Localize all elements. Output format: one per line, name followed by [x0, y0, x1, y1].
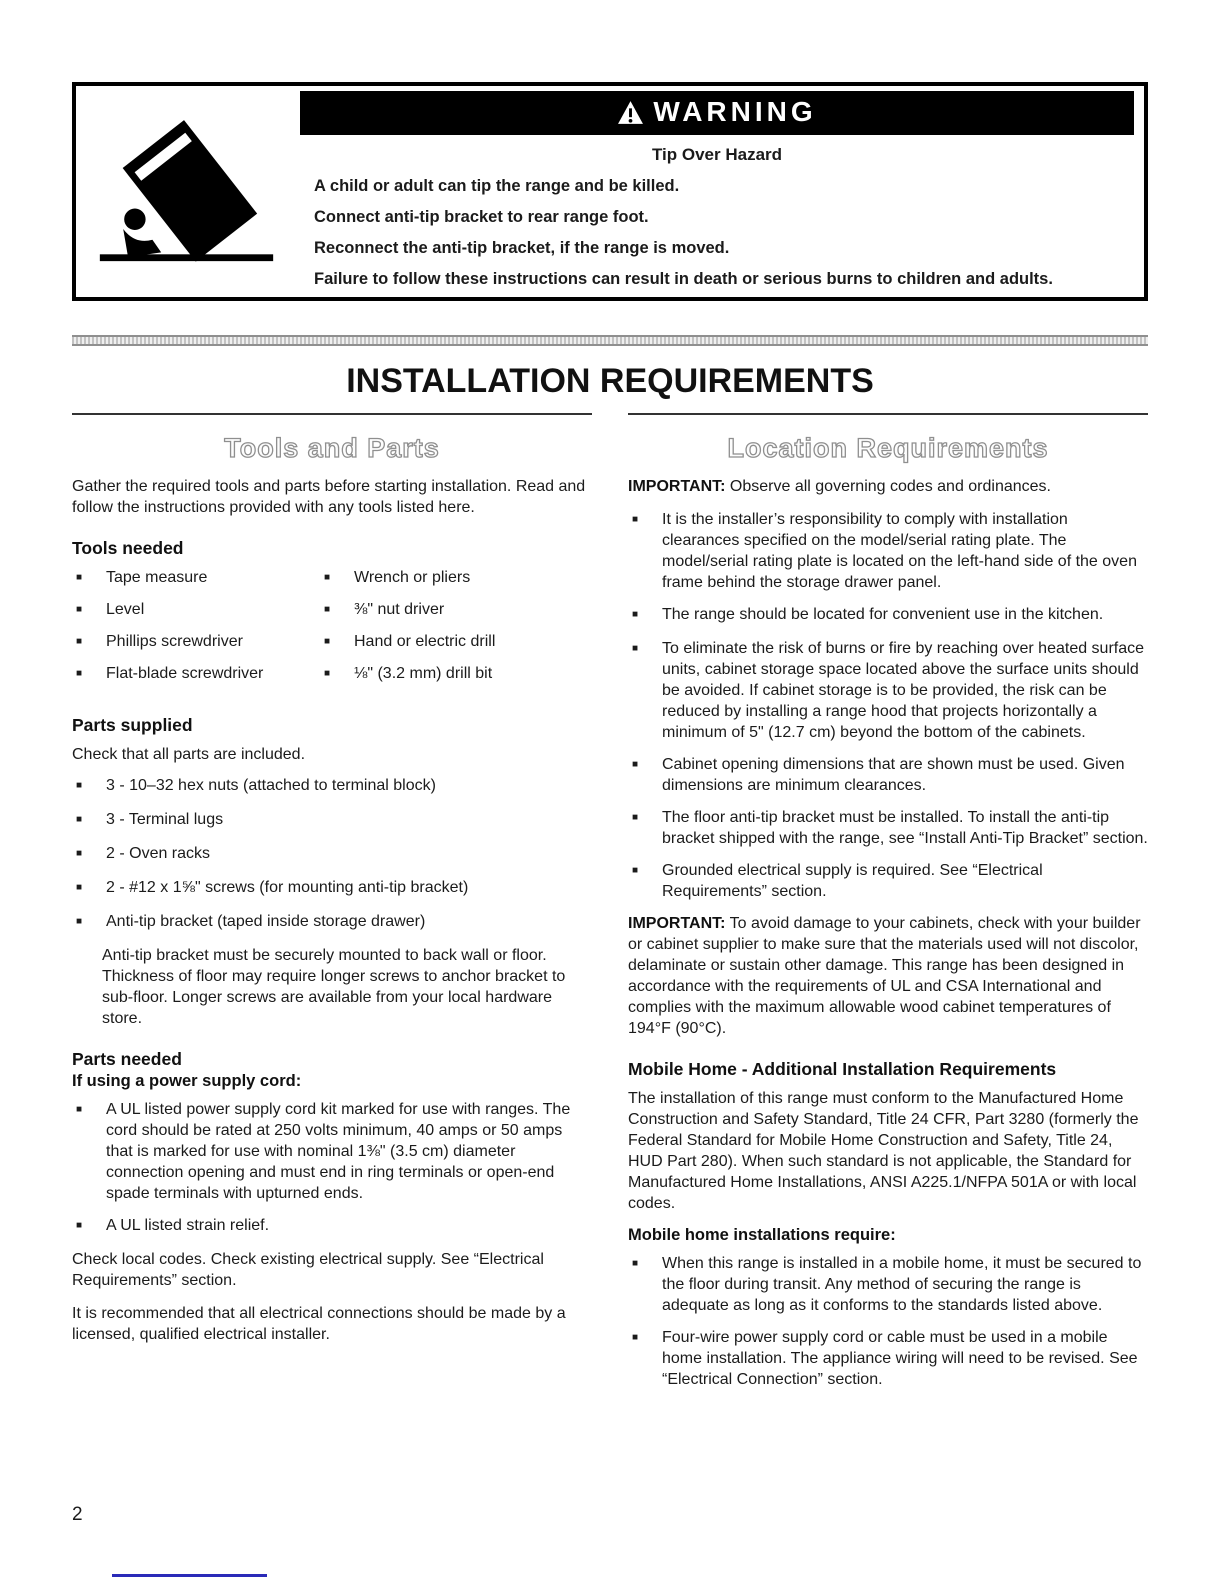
right-column-rule — [628, 413, 1148, 415]
square-bullet-icon — [72, 809, 106, 832]
parts-needed-heading: Parts needed — [72, 1049, 182, 1069]
section-title-tools-and-parts: Tools and Parts — [224, 433, 440, 463]
warning-line: A child or adult can tip the range and be killed. — [314, 177, 680, 195]
section-divider — [72, 335, 1148, 346]
list-item: ■ Four-wire power supply cord or cable must be used in a mobile home installation. The appliance wiring will need to be revised. See “Electrical Connection” section. — [628, 1327, 1148, 1390]
installer-recommendation: It is recommended that all electrical connections should be made by a licensed, qualified electrical installer. — [72, 1305, 566, 1343]
mobile-home-text: The installation of this range must conform to the Manufactured Home Construction and Safety Standard, Title 24 CFR, Part 3280 (formerly the Federal Standard for Mobile Home Construction and Safety, Title 24, HUD Part 280). When such standard is not applicable, the Standard for Manufactured Home Installations, ANSI A225.1/NFPA 501A or with local codes. — [628, 1090, 1139, 1212]
list-item: ■ Grounded electrical supply is required. See “Electrical Requirements” section. — [628, 860, 1148, 902]
list-item: ■ A UL listed power supply cord kit marked for use with ranges. The cord should be rated at 250 volts minimum, 40 amps or 50 amps that is marked for use with nominal 1⅜" (3.5 cm) diameter connection opening and must end in ring terminals or open-end spade terminals with upturned ends. — [72, 1099, 592, 1204]
list-item: ■ The range should be located for convenient use in the kitchen. — [628, 604, 1148, 627]
square-bullet-icon — [628, 807, 662, 849]
warning-banner — [300, 91, 1134, 135]
square-bullet-icon — [628, 638, 662, 743]
list-item: ■ 2 - #12 x 1⅝" screws (for mounting anti-tip bracket) — [72, 877, 592, 900]
list-item: ■ When this range is installed in a mobile home, it must be secured to the floor during transit. Any method of securing the range is adequate as long as it conforms to the standards listed above. — [628, 1253, 1148, 1316]
list-item: ■ To eliminate the risk of burns or fire by reaching over heated surface units, cabinet storage space located above the surface units should be avoided. If cabinet storage is to be provided, the risk can be reduced by installing a range hood that projects horizontally a minimum of 5" (12.7 cm) beyond the bottom of the cabinets. — [628, 638, 1148, 743]
warning-banner-label: WARNING — [653, 96, 817, 127]
square-bullet-icon — [72, 599, 106, 622]
column-rules — [72, 413, 1148, 415]
square-bullet-icon — [628, 604, 662, 627]
square-bullet-icon — [320, 631, 354, 654]
square-bullet-icon — [628, 1327, 662, 1390]
tools-and-parts-column — [72, 417, 592, 1401]
warning-box — [72, 82, 1148, 301]
hazard-title: Tip Over Hazard — [651, 145, 783, 164]
important-note-1 — [628, 476, 1148, 497]
square-bullet-icon — [628, 754, 662, 796]
list-item: ■ 2 - Oven racks — [72, 843, 592, 866]
square-bullet-icon — [320, 599, 354, 622]
tip-over-hazard-icon — [76, 86, 296, 297]
square-bullet-icon — [320, 663, 354, 686]
square-bullet-icon — [72, 843, 106, 866]
important-label: IMPORTANT: — [628, 478, 726, 495]
list-item: ■ Flat-blade screwdriver — [72, 663, 320, 686]
square-bullet-icon — [72, 567, 106, 590]
list-item: ■ Cabinet opening dimensions that are shown must be used. Given dimensions are minimum clearances. — [628, 754, 1148, 796]
warning-line: Reconnect the anti-tip bracket, if the range is moved. — [314, 239, 730, 257]
square-bullet-icon — [72, 663, 106, 686]
list-item: ■ Tape measure — [72, 567, 320, 590]
list-item: ■ ⅜" nut driver — [320, 599, 592, 622]
list-item: ■ Phillips screwdriver — [72, 631, 320, 654]
page-content — [72, 0, 1148, 1401]
square-bullet-icon — [628, 509, 662, 593]
list-item: ■ 3 - Terminal lugs — [72, 809, 592, 832]
power-cord-subheading: If using a power supply cord: — [72, 1072, 302, 1090]
square-bullet-icon — [72, 1099, 106, 1204]
tools-needed-heading: Tools needed — [72, 538, 184, 558]
warning-body — [296, 86, 1144, 297]
left-column-rule — [72, 413, 592, 415]
square-bullet-icon — [72, 877, 106, 900]
page-title: INSTALLATION REQUIREMENTS — [346, 362, 874, 400]
list-item: ■ Hand or electric drill — [320, 631, 592, 654]
list-item: ■ ⅛" (3.2 mm) drill bit — [320, 663, 592, 686]
footer-rule — [112, 1574, 267, 1577]
safety-alert-icon — [617, 100, 644, 125]
parts-supplied-intro: Check that all parts are included. — [72, 746, 306, 763]
parts-supplied-heading: Parts supplied — [72, 715, 193, 735]
mobile-home-heading: Mobile Home - Additional Installation Requirements — [628, 1059, 1057, 1079]
tools-intro: Gather the required tools and parts before starting installation. Read and follow the instructions provided with any tools listed here. — [72, 478, 586, 516]
tools-list — [72, 567, 592, 695]
check-codes-note: Check local codes. Check existing electrical supply. See “Electrical Requirements” section. — [72, 1251, 544, 1289]
warning-line: Connect anti-tip bracket to rear range foot. — [314, 208, 649, 226]
list-item: ■ The floor anti-tip bracket must be installed. To install the anti-tip bracket shipped with the range, see “Install Anti-Tip Bracket” section. — [628, 807, 1148, 849]
square-bullet-icon — [72, 1215, 106, 1238]
two-column-layout — [72, 417, 1148, 1401]
list-item: ■ Wrench or pliers — [320, 567, 592, 590]
important-text: Observe all governing codes and ordinances. — [725, 478, 1051, 495]
list-item: ■ It is the installer’s responsibility to comply with installation clearances specified on the model/serial rating plate. The model/serial rating plate is located on the left-hand side of the oven frame behind the storage drawer panel. — [628, 509, 1148, 593]
mobile-requirements-heading: Mobile home installations require: — [628, 1226, 896, 1244]
list-item: ■ A UL listed strain relief. — [72, 1215, 592, 1238]
important-note-2 — [628, 913, 1148, 1039]
square-bullet-icon — [320, 567, 354, 590]
important-label: IMPORTANT: — [628, 915, 726, 932]
list-item: ■ 3 - 10–32 hex nuts (attached to terminal block) — [72, 775, 592, 798]
square-bullet-icon — [628, 860, 662, 902]
square-bullet-icon — [72, 775, 106, 798]
square-bullet-icon — [628, 1253, 662, 1316]
warning-line: Failure to follow these instructions can result in death or serious burns to children and adults. — [314, 270, 1053, 288]
list-item: ■ Anti-tip bracket (taped inside storage drawer) — [72, 911, 592, 934]
page-number: 2 — [72, 1504, 83, 1525]
list-item: ■ Level — [72, 599, 320, 622]
square-bullet-icon — [72, 911, 106, 934]
location-requirements-column — [628, 417, 1148, 1401]
important-text: To avoid damage to your cabinets, check with your builder or cabinet supplier to make sure that the materials used will not discolor, delaminate or sustain other damage. This range has been designed in accordance with the requirements of UL and CSA International and complies with the maximum allowable wood cabinet temperatures of 194°F (90°C). — [628, 915, 1141, 1037]
section-title-location-requirements: Location Requirements — [727, 433, 1049, 463]
anti-tip-note: Anti-tip bracket must be securely mounted to back wall or floor. Thickness of floor may require longer screws to anchor bracket to sub-floor. Longer screws are available from your local hardware store. — [102, 947, 566, 1027]
square-bullet-icon — [72, 631, 106, 654]
